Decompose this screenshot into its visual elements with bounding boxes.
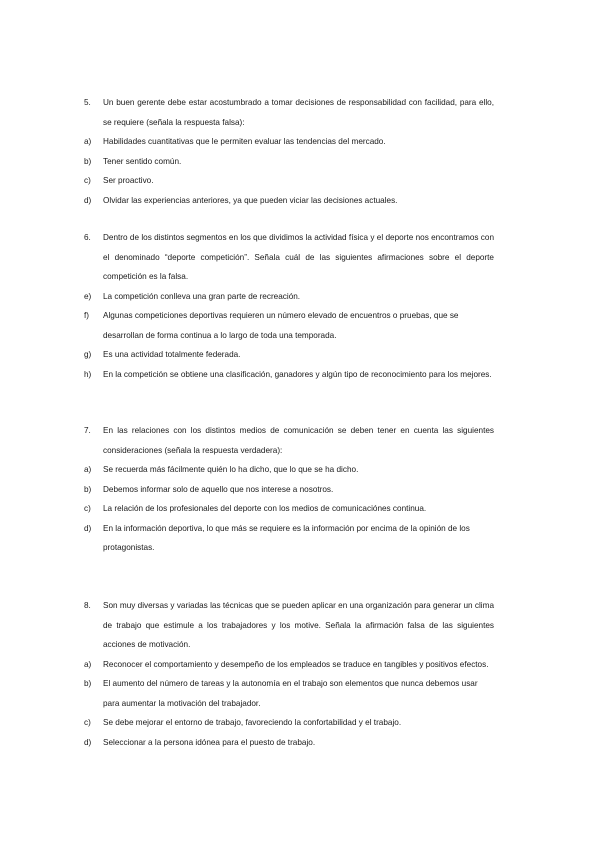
question-stem xyxy=(84,421,494,460)
question-stem xyxy=(84,228,494,287)
option-text: Es una actividad totalmente federada. xyxy=(103,350,241,359)
answer-option xyxy=(84,460,494,480)
option-letter: b) xyxy=(84,484,92,494)
question-number: 7. xyxy=(84,426,91,435)
question-8 xyxy=(84,596,494,752)
question-text: Son muy diversas y variadas las técnicas que se pueden aplicar en una organización para generar un clima de trabajo que estimule a los trabajadores y los motive. Señala la afirmación falsa de las siguientes acciones de motivación. xyxy=(103,601,494,649)
answer-option xyxy=(84,713,494,733)
option-letter: b) xyxy=(84,679,92,688)
option-text: La competición conlleva una gran parte de recreación. xyxy=(103,291,301,301)
option-letter: f) xyxy=(84,311,90,320)
option-text: Seleccionar a la persona idónea para el puesto de trabajo. xyxy=(103,737,316,747)
answer-option xyxy=(84,733,494,753)
option-letter: h) xyxy=(84,369,92,379)
option-letter: c) xyxy=(84,176,91,185)
option-letter: a) xyxy=(84,659,92,669)
answer-option xyxy=(84,191,494,211)
question-number: 6. xyxy=(84,233,91,242)
question-stem xyxy=(84,596,494,655)
option-letter: b) xyxy=(84,156,92,166)
answer-option xyxy=(84,132,494,152)
question-text: Un buen gerente debe estar acostumbrado a tomar decisiones de responsabilidad con facilidad, para ello, se requiere (señala la respuesta falsa): xyxy=(103,98,494,127)
answer-option xyxy=(84,674,494,713)
option-text: Olvidar las experiencias anteriores, ya que pueden viciar las decisiones actuales. xyxy=(103,195,398,205)
option-letter: c) xyxy=(84,718,91,727)
question-5 xyxy=(84,93,494,210)
option-text: Ser proactivo. xyxy=(103,176,154,185)
answer-option xyxy=(84,171,494,191)
option-letter: d) xyxy=(84,523,92,533)
question-stem xyxy=(84,93,494,132)
answer-option xyxy=(84,480,494,500)
answer-option xyxy=(84,306,494,345)
option-text: Habilidades cuantitativas que le permiten evaluar las tendencias del mercado. xyxy=(103,137,386,146)
answer-option xyxy=(84,287,494,307)
option-text: Reconocer el comportamiento y desempeño de los empleados se traduce en tangibles y positivos efectos. xyxy=(103,659,489,669)
option-text: Debemos informar solo de aquello que nos interese a nosotros. xyxy=(103,484,334,494)
answer-option xyxy=(84,519,494,558)
answer-option xyxy=(84,345,494,365)
question-text: En las relaciones con los distintos medios de comunicación se deben tener en cuenta las siguientes consideraciones (señala la respuesta verdadera): xyxy=(103,426,494,455)
option-letter: d) xyxy=(84,195,92,205)
option-text: En la información deportiva, lo que más se requiere es la información por encima de la opinión de los protagonistas. xyxy=(103,523,470,552)
question-number: 5. xyxy=(84,98,91,107)
answer-option xyxy=(84,365,494,385)
option-letter: c) xyxy=(84,504,91,513)
option-letter: a) xyxy=(84,465,92,474)
option-text: El aumento del número de tareas y la autonomía en el trabajo son elementos que nunca debemos usar para aumentar la motivación del trabajador. xyxy=(103,679,478,708)
option-text: En la competición se obtiene una clasificación, ganadores y algún tipo de reconocimiento para los mejores. xyxy=(103,369,492,379)
answer-option xyxy=(84,499,494,519)
answer-option xyxy=(84,152,494,172)
option-letter: d) xyxy=(84,737,92,747)
option-letter: e) xyxy=(84,291,92,301)
question-number: 8. xyxy=(84,601,91,610)
option-letter: g) xyxy=(84,350,92,359)
question-6 xyxy=(84,228,494,384)
question-7 xyxy=(84,421,494,558)
option-text: Se debe mejorar el entorno de trabajo, favoreciendo la confortabilidad y el trabajo. xyxy=(103,718,402,727)
option-text: Algunas competiciones deportivas requieren un número elevado de encuentros o pruebas, que se desarrollan de forma continua a lo largo de toda una temporada. xyxy=(103,311,459,340)
question-text: Dentro de los distintos segmentos en los que dividimos la actividad física y el deporte nos encontramos con el denominado “deporte competición”. Señala cuál de las siguientes afirmaciones sobre el deporte competición es la falsa. xyxy=(103,233,494,281)
option-letter: a) xyxy=(84,137,92,146)
option-text: La relación de los profesionales del deporte con los medios de comunicaciónes continua. xyxy=(103,504,427,513)
option-text: Se recuerda más fácilmente quién lo ha dicho, que lo que se ha dicho. xyxy=(103,465,359,474)
option-text: Tener sentido común. xyxy=(103,156,182,166)
answer-option xyxy=(84,655,494,675)
